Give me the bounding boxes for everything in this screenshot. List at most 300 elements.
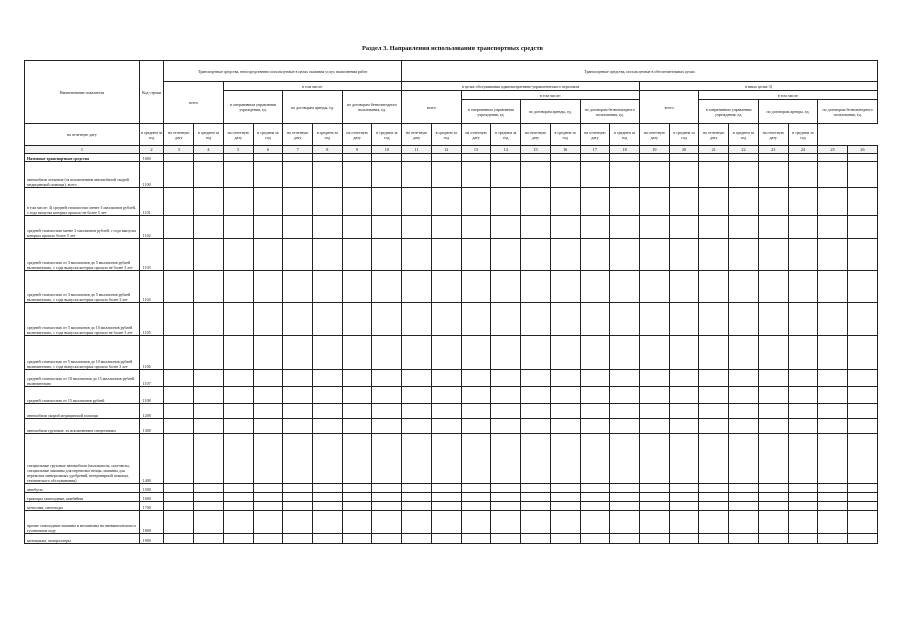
data-cell[interactable]: [342, 370, 372, 387]
data-cell[interactable]: [550, 534, 580, 544]
data-cell[interactable]: [729, 502, 759, 511]
data-cell[interactable]: [521, 511, 551, 534]
data-cell[interactable]: [253, 216, 283, 239]
data-cell[interactable]: [402, 434, 432, 484]
data-cell[interactable]: [461, 303, 491, 336]
data-cell[interactable]: [610, 239, 640, 271]
data-cell[interactable]: [818, 239, 848, 271]
data-cell[interactable]: [610, 271, 640, 303]
data-cell[interactable]: [639, 303, 669, 336]
data-cell[interactable]: [312, 162, 342, 188]
data-cell[interactable]: [194, 271, 224, 303]
data-cell[interactable]: [461, 216, 491, 239]
data-cell[interactable]: [402, 419, 432, 434]
data-cell[interactable]: [342, 239, 372, 271]
data-cell[interactable]: [431, 188, 461, 216]
data-cell[interactable]: [729, 303, 759, 336]
data-cell[interactable]: [669, 336, 699, 370]
data-cell[interactable]: [699, 216, 729, 239]
data-cell[interactable]: [550, 154, 580, 162]
data-cell[interactable]: [164, 154, 194, 162]
data-cell[interactable]: [818, 484, 848, 493]
data-cell[interactable]: [669, 534, 699, 544]
data-cell[interactable]: [491, 404, 521, 419]
data-cell[interactable]: [848, 511, 878, 534]
data-cell[interactable]: [164, 387, 194, 404]
data-cell[interactable]: [194, 404, 224, 419]
data-cell[interactable]: [402, 216, 432, 239]
data-cell[interactable]: [491, 216, 521, 239]
data-cell[interactable]: [164, 434, 194, 484]
data-cell[interactable]: [729, 154, 759, 162]
data-cell[interactable]: [788, 303, 818, 336]
data-cell[interactable]: [758, 493, 788, 502]
data-cell[interactable]: [521, 370, 551, 387]
data-cell[interactable]: [461, 154, 491, 162]
data-cell[interactable]: [431, 162, 461, 188]
data-cell[interactable]: [372, 484, 402, 493]
data-cell[interactable]: [669, 511, 699, 534]
data-cell[interactable]: [729, 387, 759, 404]
data-cell[interactable]: [610, 511, 640, 534]
data-cell[interactable]: [699, 484, 729, 493]
data-cell[interactable]: [402, 534, 432, 544]
data-cell[interactable]: [194, 534, 224, 544]
data-cell[interactable]: [342, 387, 372, 404]
data-cell[interactable]: [431, 511, 461, 534]
data-cell[interactable]: [253, 502, 283, 511]
data-cell[interactable]: [223, 484, 253, 493]
data-cell[interactable]: [610, 493, 640, 502]
data-cell[interactable]: [788, 419, 818, 434]
data-cell[interactable]: [283, 188, 313, 216]
data-cell[interactable]: [610, 419, 640, 434]
data-cell[interactable]: [818, 434, 848, 484]
data-cell[interactable]: [639, 434, 669, 484]
data-cell[interactable]: [610, 502, 640, 511]
data-cell[interactable]: [550, 387, 580, 404]
data-cell[interactable]: [818, 419, 848, 434]
data-cell[interactable]: [431, 434, 461, 484]
data-cell[interactable]: [580, 419, 610, 434]
data-cell[interactable]: [639, 493, 669, 502]
data-cell[interactable]: [253, 404, 283, 419]
data-cell[interactable]: [580, 216, 610, 239]
data-cell[interactable]: [372, 534, 402, 544]
data-cell[interactable]: [580, 162, 610, 188]
data-cell[interactable]: [521, 303, 551, 336]
data-cell[interactable]: [521, 502, 551, 511]
data-cell[interactable]: [283, 336, 313, 370]
data-cell[interactable]: [253, 511, 283, 534]
data-cell[interactable]: [312, 370, 342, 387]
data-cell[interactable]: [491, 502, 521, 511]
data-cell[interactable]: [521, 336, 551, 370]
data-cell[interactable]: [699, 387, 729, 404]
data-cell[interactable]: [402, 336, 432, 370]
data-cell[interactable]: [699, 162, 729, 188]
data-cell[interactable]: [253, 419, 283, 434]
data-cell[interactable]: [610, 216, 640, 239]
data-cell[interactable]: [342, 502, 372, 511]
data-cell[interactable]: [372, 303, 402, 336]
data-cell[interactable]: [491, 534, 521, 544]
data-cell[interactable]: [491, 154, 521, 162]
data-cell[interactable]: [342, 511, 372, 534]
data-cell[interactable]: [818, 162, 848, 188]
data-cell[interactable]: [491, 511, 521, 534]
data-cell[interactable]: [669, 387, 699, 404]
data-cell[interactable]: [610, 404, 640, 419]
data-cell[interactable]: [283, 303, 313, 336]
data-cell[interactable]: [342, 154, 372, 162]
data-cell[interactable]: [164, 216, 194, 239]
data-cell[interactable]: [253, 271, 283, 303]
data-cell[interactable]: [164, 188, 194, 216]
data-cell[interactable]: [550, 370, 580, 387]
data-cell[interactable]: [461, 188, 491, 216]
data-cell[interactable]: [758, 387, 788, 404]
data-cell[interactable]: [848, 534, 878, 544]
data-cell[interactable]: [669, 271, 699, 303]
data-cell[interactable]: [848, 484, 878, 493]
data-cell[interactable]: [312, 216, 342, 239]
data-cell[interactable]: [729, 434, 759, 484]
data-cell[interactable]: [164, 493, 194, 502]
data-cell[interactable]: [194, 154, 224, 162]
data-cell[interactable]: [223, 154, 253, 162]
data-cell[interactable]: [491, 493, 521, 502]
data-cell[interactable]: [461, 493, 491, 502]
data-cell[interactable]: [312, 303, 342, 336]
data-cell[interactable]: [164, 484, 194, 493]
data-cell[interactable]: [461, 419, 491, 434]
data-cell[interactable]: [788, 239, 818, 271]
data-cell[interactable]: [372, 493, 402, 502]
data-cell[interactable]: [312, 484, 342, 493]
data-cell[interactable]: [639, 188, 669, 216]
data-cell[interactable]: [223, 303, 253, 336]
data-cell[interactable]: [372, 336, 402, 370]
data-cell[interactable]: [372, 419, 402, 434]
data-cell[interactable]: [223, 336, 253, 370]
data-cell[interactable]: [788, 387, 818, 404]
data-cell[interactable]: [223, 271, 253, 303]
data-cell[interactable]: [253, 154, 283, 162]
data-cell[interactable]: [342, 162, 372, 188]
data-cell[interactable]: [580, 493, 610, 502]
data-cell[interactable]: [729, 511, 759, 534]
data-cell[interactable]: [639, 336, 669, 370]
data-cell[interactable]: [729, 404, 759, 419]
data-cell[interactable]: [669, 404, 699, 419]
data-cell[interactable]: [848, 162, 878, 188]
data-cell[interactable]: [580, 336, 610, 370]
data-cell[interactable]: [164, 419, 194, 434]
data-cell[interactable]: [342, 434, 372, 484]
data-cell[interactable]: [342, 271, 372, 303]
data-cell[interactable]: [758, 336, 788, 370]
data-cell[interactable]: [342, 188, 372, 216]
data-cell[interactable]: [253, 336, 283, 370]
data-cell[interactable]: [758, 271, 788, 303]
data-cell[interactable]: [253, 239, 283, 271]
data-cell[interactable]: [223, 534, 253, 544]
data-cell[interactable]: [253, 493, 283, 502]
data-cell[interactable]: [283, 511, 313, 534]
data-cell[interactable]: [639, 216, 669, 239]
data-cell[interactable]: [253, 162, 283, 188]
data-cell[interactable]: [372, 404, 402, 419]
data-cell[interactable]: [491, 162, 521, 188]
data-cell[interactable]: [699, 370, 729, 387]
data-cell[interactable]: [521, 484, 551, 493]
data-cell[interactable]: [283, 493, 313, 502]
data-cell[interactable]: [848, 154, 878, 162]
data-cell[interactable]: [402, 162, 432, 188]
data-cell[interactable]: [491, 370, 521, 387]
data-cell[interactable]: [550, 484, 580, 493]
data-cell[interactable]: [312, 387, 342, 404]
data-cell[interactable]: [461, 534, 491, 544]
data-cell[interactable]: [164, 303, 194, 336]
data-cell[interactable]: [729, 419, 759, 434]
data-cell[interactable]: [758, 303, 788, 336]
data-cell[interactable]: [758, 188, 788, 216]
data-cell[interactable]: [312, 239, 342, 271]
data-cell[interactable]: [610, 303, 640, 336]
data-cell[interactable]: [491, 387, 521, 404]
data-cell[interactable]: [610, 336, 640, 370]
data-cell[interactable]: [788, 336, 818, 370]
data-cell[interactable]: [848, 239, 878, 271]
data-cell[interactable]: [729, 484, 759, 493]
data-cell[interactable]: [848, 434, 878, 484]
data-cell[interactable]: [223, 188, 253, 216]
data-cell[interactable]: [788, 162, 818, 188]
data-cell[interactable]: [758, 239, 788, 271]
data-cell[interactable]: [818, 271, 848, 303]
data-cell[interactable]: [342, 493, 372, 502]
data-cell[interactable]: [669, 303, 699, 336]
data-cell[interactable]: [491, 484, 521, 493]
data-cell[interactable]: [372, 162, 402, 188]
data-cell[interactable]: [699, 502, 729, 511]
data-cell[interactable]: [818, 502, 848, 511]
data-cell[interactable]: [194, 216, 224, 239]
data-cell[interactable]: [372, 188, 402, 216]
data-cell[interactable]: [848, 404, 878, 419]
data-cell[interactable]: [758, 370, 788, 387]
data-cell[interactable]: [342, 419, 372, 434]
data-cell[interactable]: [639, 370, 669, 387]
data-cell[interactable]: [580, 404, 610, 419]
data-cell[interactable]: [550, 239, 580, 271]
data-cell[interactable]: [788, 216, 818, 239]
data-cell[interactable]: [223, 419, 253, 434]
data-cell[interactable]: [521, 534, 551, 544]
data-cell[interactable]: [818, 303, 848, 336]
data-cell[interactable]: [521, 493, 551, 502]
data-cell[interactable]: [818, 370, 848, 387]
data-cell[interactable]: [699, 303, 729, 336]
data-cell[interactable]: [848, 370, 878, 387]
data-cell[interactable]: [669, 502, 699, 511]
data-cell[interactable]: [312, 534, 342, 544]
data-cell[interactable]: [431, 271, 461, 303]
data-cell[interactable]: [788, 534, 818, 544]
data-cell[interactable]: [431, 370, 461, 387]
data-cell[interactable]: [283, 370, 313, 387]
data-cell[interactable]: [729, 534, 759, 544]
data-cell[interactable]: [848, 336, 878, 370]
data-cell[interactable]: [610, 370, 640, 387]
data-cell[interactable]: [372, 239, 402, 271]
data-cell[interactable]: [521, 434, 551, 484]
data-cell[interactable]: [669, 370, 699, 387]
data-cell[interactable]: [639, 271, 669, 303]
data-cell[interactable]: [164, 162, 194, 188]
data-cell[interactable]: [402, 239, 432, 271]
data-cell[interactable]: [521, 419, 551, 434]
data-cell[interactable]: [194, 419, 224, 434]
data-cell[interactable]: [699, 154, 729, 162]
data-cell[interactable]: [402, 387, 432, 404]
data-cell[interactable]: [521, 239, 551, 271]
data-cell[interactable]: [550, 511, 580, 534]
data-cell[interactable]: [580, 154, 610, 162]
data-cell[interactable]: [550, 419, 580, 434]
data-cell[interactable]: [610, 387, 640, 404]
data-cell[interactable]: [639, 419, 669, 434]
data-cell[interactable]: [580, 534, 610, 544]
data-cell[interactable]: [669, 216, 699, 239]
data-cell[interactable]: [639, 162, 669, 188]
data-cell[interactable]: [550, 404, 580, 419]
data-cell[interactable]: [491, 419, 521, 434]
data-cell[interactable]: [253, 370, 283, 387]
data-cell[interactable]: [431, 419, 461, 434]
data-cell[interactable]: [818, 154, 848, 162]
data-cell[interactable]: [758, 162, 788, 188]
data-cell[interactable]: [223, 511, 253, 534]
data-cell[interactable]: [402, 404, 432, 419]
data-cell[interactable]: [194, 434, 224, 484]
data-cell[interactable]: [580, 484, 610, 493]
data-cell[interactable]: [253, 534, 283, 544]
data-cell[interactable]: [372, 370, 402, 387]
data-cell[interactable]: [521, 271, 551, 303]
data-cell[interactable]: [788, 154, 818, 162]
data-cell[interactable]: [164, 502, 194, 511]
data-cell[interactable]: [550, 303, 580, 336]
data-cell[interactable]: [223, 493, 253, 502]
data-cell[interactable]: [729, 162, 759, 188]
data-cell[interactable]: [402, 502, 432, 511]
data-cell[interactable]: [610, 534, 640, 544]
data-cell[interactable]: [758, 484, 788, 493]
data-cell[interactable]: [223, 404, 253, 419]
data-cell[interactable]: [402, 188, 432, 216]
data-cell[interactable]: [194, 336, 224, 370]
data-cell[interactable]: [848, 303, 878, 336]
data-cell[interactable]: [431, 493, 461, 502]
data-cell[interactable]: [253, 188, 283, 216]
data-cell[interactable]: [283, 239, 313, 271]
data-cell[interactable]: [402, 484, 432, 493]
data-cell[interactable]: [788, 370, 818, 387]
data-cell[interactable]: [491, 336, 521, 370]
data-cell[interactable]: [223, 239, 253, 271]
data-cell[interactable]: [194, 387, 224, 404]
data-cell[interactable]: [580, 271, 610, 303]
data-cell[interactable]: [639, 484, 669, 493]
data-cell[interactable]: [848, 493, 878, 502]
data-cell[interactable]: [402, 271, 432, 303]
data-cell[interactable]: [729, 188, 759, 216]
data-cell[interactable]: [818, 188, 848, 216]
data-cell[interactable]: [580, 188, 610, 216]
data-cell[interactable]: [312, 336, 342, 370]
data-cell[interactable]: [788, 434, 818, 484]
data-cell[interactable]: [758, 534, 788, 544]
data-cell[interactable]: [550, 493, 580, 502]
data-cell[interactable]: [610, 434, 640, 484]
data-cell[interactable]: [491, 303, 521, 336]
data-cell[interactable]: [223, 434, 253, 484]
data-cell[interactable]: [818, 387, 848, 404]
data-cell[interactable]: [194, 162, 224, 188]
data-cell[interactable]: [699, 404, 729, 419]
data-cell[interactable]: [431, 239, 461, 271]
data-cell[interactable]: [758, 154, 788, 162]
data-cell[interactable]: [758, 404, 788, 419]
data-cell[interactable]: [402, 511, 432, 534]
data-cell[interactable]: [669, 493, 699, 502]
data-cell[interactable]: [521, 162, 551, 188]
data-cell[interactable]: [283, 154, 313, 162]
data-cell[interactable]: [461, 484, 491, 493]
data-cell[interactable]: [610, 484, 640, 493]
data-cell[interactable]: [491, 434, 521, 484]
data-cell[interactable]: [580, 434, 610, 484]
data-cell[interactable]: [372, 154, 402, 162]
data-cell[interactable]: [848, 419, 878, 434]
data-cell[interactable]: [253, 303, 283, 336]
data-cell[interactable]: [164, 404, 194, 419]
data-cell[interactable]: [431, 502, 461, 511]
data-cell[interactable]: [431, 216, 461, 239]
data-cell[interactable]: [818, 534, 848, 544]
data-cell[interactable]: [788, 493, 818, 502]
data-cell[interactable]: [491, 239, 521, 271]
data-cell[interactable]: [699, 434, 729, 484]
data-cell[interactable]: [848, 387, 878, 404]
data-cell[interactable]: [194, 511, 224, 534]
data-cell[interactable]: [639, 154, 669, 162]
data-cell[interactable]: [194, 370, 224, 387]
data-cell[interactable]: [610, 188, 640, 216]
data-cell[interactable]: [461, 434, 491, 484]
data-cell[interactable]: [848, 216, 878, 239]
data-cell[interactable]: [461, 502, 491, 511]
data-cell[interactable]: [699, 188, 729, 216]
data-cell[interactable]: [699, 493, 729, 502]
data-cell[interactable]: [253, 484, 283, 493]
data-cell[interactable]: [729, 271, 759, 303]
data-cell[interactable]: [818, 511, 848, 534]
data-cell[interactable]: [372, 387, 402, 404]
